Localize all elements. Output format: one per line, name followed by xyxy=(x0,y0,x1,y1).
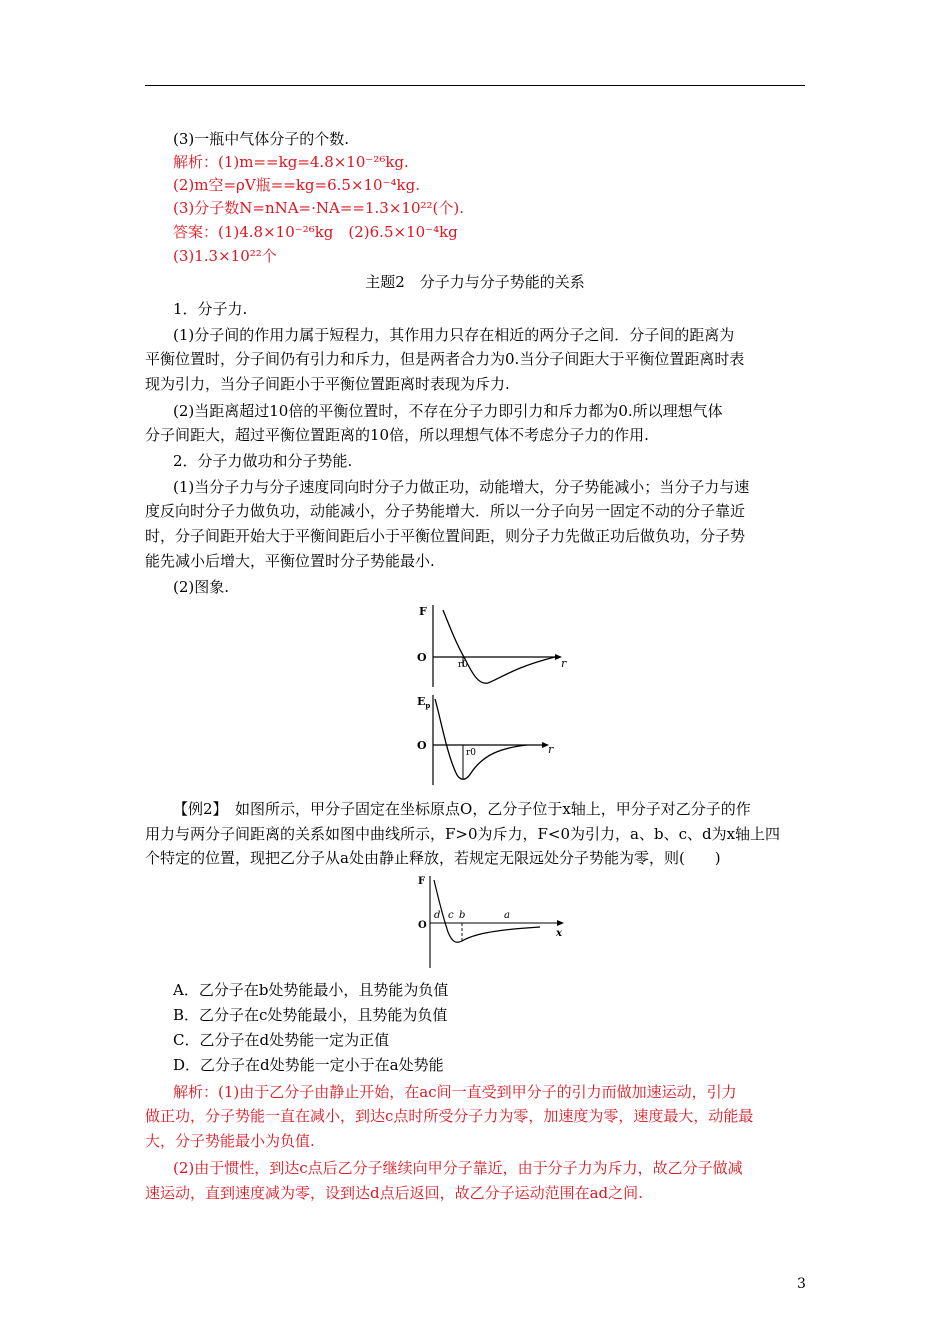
r-axis-label-bottom: r xyxy=(548,743,554,756)
option-d: D．乙分子在d处势能一定小于在a处势能 xyxy=(173,1056,444,1074)
analysis-line: 速运动，直到速度减为零，设到达d点后返回，故乙分子运动范围在ad之间. xyxy=(145,1184,643,1202)
analysis-line-1: 解析：(1)m==kg=4.8×10⁻²⁶kg. xyxy=(173,153,409,171)
paragraph-3-line: 时，分子间距开始大于平衡间距后小于平衡位置间距，则分子力先做正功后做负功，分子势 xyxy=(145,527,746,545)
example-2-line: 用力与两分子间距离的关系如图中曲线所示，F>0为斥力，F<0为引力，a、b、c、d为x轴上四 xyxy=(145,825,781,843)
paragraph-1-line: (1)分子间的作用力属于短程力，其作用力只存在相近的两分子之间．分子间的距离为 xyxy=(173,326,735,344)
force-potential-figure xyxy=(405,595,575,790)
origin-label-bottom: O xyxy=(417,739,427,752)
header-rule xyxy=(145,85,805,86)
answer-line-1: 答案：(1)4.8×10⁻²⁶kg (2)6.5×10⁻⁴kg xyxy=(173,223,458,241)
paragraph-2-line: (2)当距离超过10倍的平衡位置时，不存在分子力即引力和斥力都为0.所以理想气体 xyxy=(173,402,723,420)
section-1-heading: 1．分子力. xyxy=(173,300,248,318)
paragraph-3-line: 度反向时分子力做负功，动能减小，分子势能增大．所以一分子向另一固定不动的分子靠近 xyxy=(145,502,746,520)
example-2-line: 【例2】 如图所示，甲分子固定在坐标原点O，乙分子位于x轴上，甲分子对乙分子的作 xyxy=(173,800,751,818)
analysis-line-2: (2)m空=ρV瓶==kg=6.5×10⁻⁴kg. xyxy=(173,176,420,194)
point-a-label: a xyxy=(504,910,510,921)
analysis-line-3: (3)分子数N=nNA=·NA==1.3×10²²(个). xyxy=(173,199,464,217)
page-number: 3 xyxy=(797,1276,806,1292)
paragraph-1-line: 现为引力，当分子间距小于平衡位置距离时表现为斥力. xyxy=(145,375,510,393)
example-2-figure xyxy=(410,872,575,972)
section-2-heading: 2．分子力做功和分子势能. xyxy=(173,452,353,470)
analysis-line: 解析：(1)由于乙分子由静止开始，在ac间一直受到甲分子的引力而做加速运动，引力 xyxy=(173,1083,737,1101)
paragraph-4: (2)图象. xyxy=(173,578,230,596)
x-axis-label: x xyxy=(556,928,562,939)
f-axis-label: F xyxy=(418,876,426,887)
example-2-line: 个特定的位置，现把乙分子从a处由静止释放，若规定无限远处分子势能为零，则( ) xyxy=(145,849,721,867)
ep-axis-label: $E_p$ xyxy=(417,695,431,710)
point-d-label: d xyxy=(434,910,441,921)
origin-label-top: O xyxy=(417,651,427,664)
paragraph-3-line: 能先减小后增大，平衡位置时分子势能最小. xyxy=(145,552,435,570)
point-b-label: b xyxy=(459,910,466,921)
option-c: C．乙分子在d处势能一定为正值 xyxy=(173,1031,390,1049)
r0-label-bottom: r0 xyxy=(466,748,477,758)
topic-title: 主题2 分子力与分子势能的关系 xyxy=(365,273,585,291)
f-axis-label: F xyxy=(419,605,427,618)
paragraph-2-line: 分子间距大，超过平衡位置距离的10倍，所以理想气体不考虑分子力的作用. xyxy=(145,426,649,444)
option-b: B．乙分子在c处势能最小，且势能为负值 xyxy=(173,1006,448,1024)
force-curve xyxy=(443,610,555,683)
r-axis-label-top: r xyxy=(561,657,567,670)
analysis-line: 大，分子势能最小为负值. xyxy=(145,1132,315,1150)
x-axis-arrow xyxy=(557,920,564,926)
point-c-label: c xyxy=(448,910,454,921)
paragraph-1-line: 平衡位置时，分子间仍有引力和斥力，但是两者合力为0.当分子间距大于平衡位置距离时表 xyxy=(145,350,745,368)
question-3: (3)一瓶中气体分子的个数. xyxy=(173,130,350,148)
origin-label: O xyxy=(418,920,427,931)
analysis-line: 做正功，分子势能一直在减小，到达c点时所受分子力为零，加速度为零，速度最大，动能最 xyxy=(145,1107,754,1125)
answer-line-2: (3)1.3×10²²个 xyxy=(173,247,277,265)
r0-label-top: r0 xyxy=(458,660,469,670)
paragraph-3-line: (1)当分子力与分子速度同向时分子力做正功，动能增大，分子势能减小；当分子力与速 xyxy=(173,478,750,496)
option-a: A．乙分子在b处势能最小，且势能为负值 xyxy=(173,981,449,999)
potential-curve xyxy=(435,699,527,779)
analysis-line: (2)由于惯性，到达c点后乙分子继续向甲分子靠近，由于分子力为斥力，故乙分子做减 xyxy=(173,1159,743,1177)
